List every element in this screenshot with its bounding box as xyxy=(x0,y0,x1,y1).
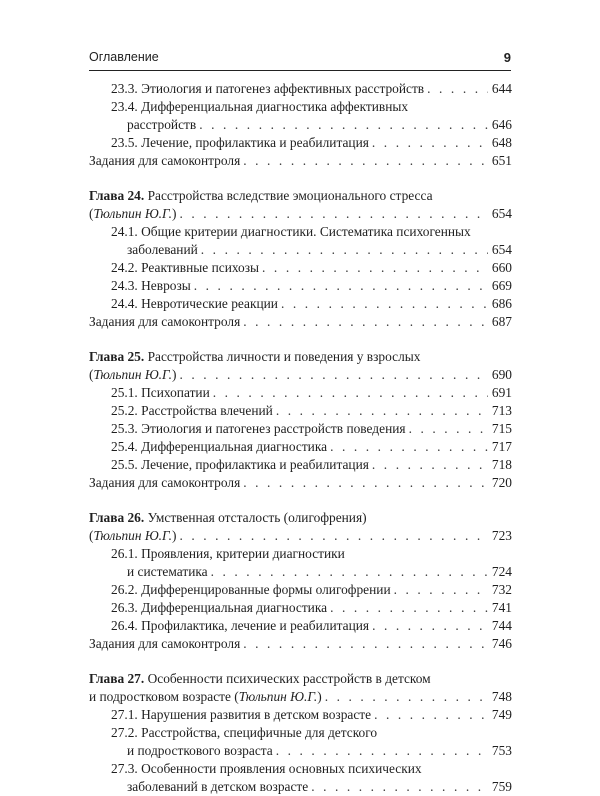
toc-page: 687 xyxy=(491,314,512,329)
leader-dots xyxy=(276,742,488,760)
toc-page: 691 xyxy=(491,385,512,400)
chapter-author: (Тюльпин Ю.Г.) . . . 723 xyxy=(89,527,512,545)
toc-page: 715 xyxy=(491,421,512,436)
toc-page: 746 xyxy=(491,636,512,651)
toc-entry: 25.3. Этиология и патогенез расстройств поведения . . . 715 xyxy=(89,420,512,438)
toc-page: 654 xyxy=(491,206,512,221)
toc-page: 713 xyxy=(491,403,512,418)
toc-entry: 24.1. Общие критерии диагностики. Систематика психогенных xyxy=(111,224,471,239)
leader-dots xyxy=(199,116,488,134)
toc-chapter-24 xyxy=(89,187,512,331)
leader-dots xyxy=(372,617,488,635)
toc-entry: 24.2. Реактивные психозы . . . 660 xyxy=(89,259,512,277)
leader-dots xyxy=(243,152,488,170)
toc-entry: 25.4. Дифференциальная диагностика . . . 717 xyxy=(89,438,512,456)
leader-dots xyxy=(330,599,488,617)
toc-page: 720 xyxy=(491,475,512,490)
chapter-title: Глава 26. Умственная отсталость (олигофрения) xyxy=(89,510,367,525)
leader-dots xyxy=(427,80,488,98)
leader-dots xyxy=(372,134,488,152)
toc-page: 732 xyxy=(491,582,512,597)
toc-page: 648 xyxy=(491,135,512,150)
toc-chapter-27 xyxy=(89,670,512,796)
chapter-title: Глава 27. Особенности психических расстройств в детском xyxy=(89,671,431,686)
leader-dots xyxy=(179,527,487,545)
toc-page: 718 xyxy=(491,457,512,472)
toc-entry: 23.4. Дифференциальная диагностика аффективных xyxy=(111,99,409,114)
leader-dots xyxy=(201,241,488,259)
chapter-author: (Тюльпин Ю.Г.) . . . 654 xyxy=(89,205,512,223)
toc-chapter-25 xyxy=(89,348,512,492)
toc-selfcheck: Задания для самоконтроля . . . 720 xyxy=(89,474,512,492)
toc-entry-cont: заболеваний в детском возрасте . . . 759 xyxy=(89,778,512,796)
toc-selfcheck: Задания для самоконтроля . . . 651 xyxy=(89,152,512,170)
leader-dots xyxy=(372,456,488,474)
toc-entry: 26.1. Проявления, критерии диагностики xyxy=(111,546,345,561)
toc-page: 717 xyxy=(491,439,512,454)
leader-dots xyxy=(330,438,488,456)
toc-page: 651 xyxy=(491,153,512,168)
toc-entry: 25.5. Лечение, профилактика и реабилитация . . . 718 xyxy=(89,456,512,474)
leader-dots xyxy=(179,205,487,223)
toc-entry-cont: и подросткового возраста . . . 753 xyxy=(89,742,512,760)
toc-entry: 27.1. Нарушения развития в детском возрасте . . . 749 xyxy=(89,706,512,724)
toc-entry: 26.2. Дифференцированные формы олигофрении . . . 732 xyxy=(89,581,512,599)
toc-page: 686 xyxy=(491,296,512,311)
chapter-author: (Тюльпин Ю.Г.) . . . 690 xyxy=(89,366,512,384)
toc-entry: 27.3. Особенности проявления основных психических xyxy=(111,761,422,776)
toc-page: 748 xyxy=(491,689,512,704)
header-page-number: 9 xyxy=(503,50,511,65)
toc-entry: 25.2. Расстройства влечений . . . 713 xyxy=(89,402,512,420)
chapter-title-cont: и подростковом возрасте (Тюльпин Ю.Г.) . . . 748 xyxy=(89,688,512,706)
toc-page: 646 xyxy=(491,117,512,132)
toc-page: 669 xyxy=(491,278,512,293)
leader-dots xyxy=(394,581,488,599)
chapter-title: Глава 24. Расстройства вследствие эмоционального стресса xyxy=(89,188,433,203)
toc-entry: 24.3. Неврозы . . . 669 xyxy=(89,277,512,295)
toc-page: 654 xyxy=(491,242,512,257)
toc-entry-cont: расстройств . . . 646 xyxy=(89,116,512,134)
leader-dots xyxy=(243,313,488,331)
leader-dots xyxy=(262,259,488,277)
toc-page: 759 xyxy=(491,779,512,794)
leader-dots xyxy=(179,366,487,384)
leader-dots xyxy=(211,563,488,581)
toc-entry: 25.1. Психопатии . . . 691 xyxy=(89,384,512,402)
toc-page: 690 xyxy=(491,367,512,382)
toc-chapter-23-tail xyxy=(89,80,512,170)
toc-page: 644 xyxy=(491,81,512,96)
leader-dots xyxy=(409,420,488,438)
toc-page: 744 xyxy=(491,618,512,633)
toc-page: 741 xyxy=(491,600,512,615)
toc-entry: 26.4. Профилактика, лечение и реабилитация . . . 744 xyxy=(89,617,512,635)
leader-dots xyxy=(311,778,488,796)
chapter-title: Глава 25. Расстройства личности и поведения у взрослых xyxy=(89,349,421,364)
toc-page: 660 xyxy=(491,260,512,275)
toc-entry: 26.3. Дифференциальная диагностика . . . 741 xyxy=(89,599,512,617)
toc-chapter-26 xyxy=(89,509,512,653)
toc-page: 753 xyxy=(491,743,512,758)
toc-entry-cont: заболеваний . . . 654 xyxy=(89,241,512,259)
leader-dots xyxy=(276,402,488,420)
toc-entry: 23.5. Лечение, профилактика и реабилитация . . . 648 xyxy=(89,134,512,152)
running-header xyxy=(89,50,511,68)
toc-entry: 24.4. Невротические реакции . . . 686 xyxy=(89,295,512,313)
toc-entry-cont: и систематика . . . 724 xyxy=(89,563,512,581)
toc-entry: 27.2. Расстройства, специфичные для детского xyxy=(111,725,378,740)
leader-dots xyxy=(243,635,488,653)
toc-selfcheck: Задания для самоконтроля . . . 687 xyxy=(89,313,512,331)
leader-dots xyxy=(325,688,488,706)
header-section-title: Оглавление xyxy=(89,50,159,64)
leader-dots xyxy=(213,384,488,402)
toc-page: 749 xyxy=(491,707,512,722)
leader-dots xyxy=(194,277,488,295)
toc-entry: 23.3. Этиология и патогенез аффективных расстройств . . . 644 xyxy=(89,80,512,98)
toc-page: 723 xyxy=(491,528,512,543)
leader-dots xyxy=(243,474,488,492)
leader-dots xyxy=(281,295,488,313)
header-rule xyxy=(89,70,511,71)
toc-selfcheck: Задания для самоконтроля . . . 746 xyxy=(89,635,512,653)
toc-page: 724 xyxy=(491,564,512,579)
table-of-contents xyxy=(89,80,512,796)
leader-dots xyxy=(374,706,488,724)
